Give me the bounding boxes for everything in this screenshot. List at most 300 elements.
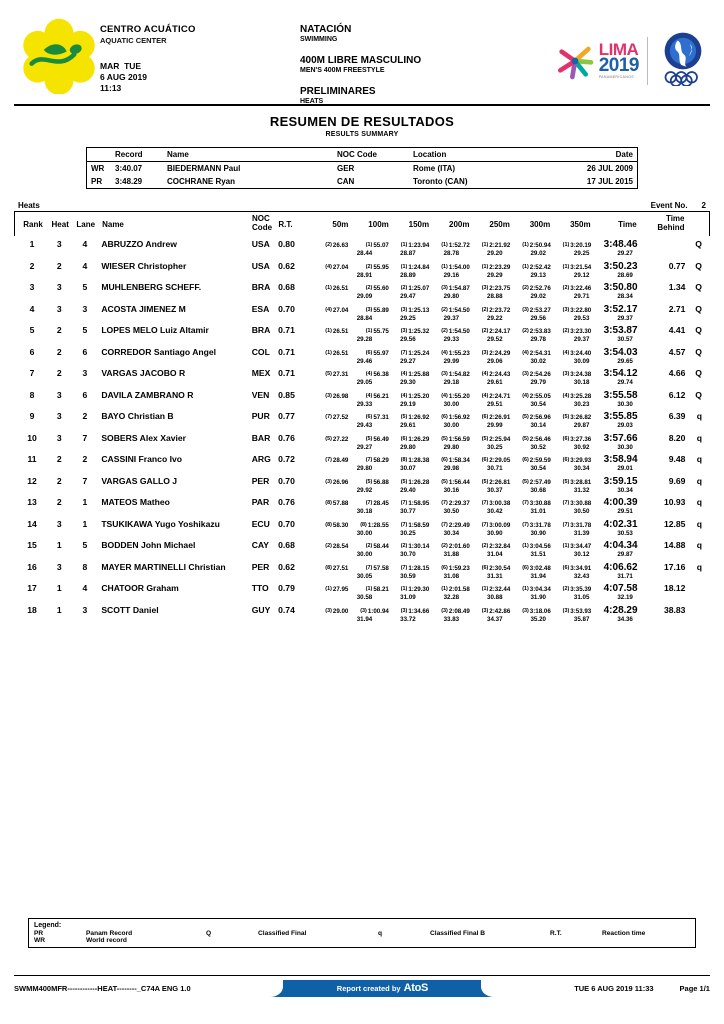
split-position: (1) [522,543,529,549]
athlete-main-line [14,433,710,444]
split-position: (4) [400,371,408,377]
athlete-name: BAYO Christian B [101,411,174,421]
athlete-lap-line [14,444,710,451]
athlete-name: MATEOS Matheo [101,497,170,507]
lap-time: 32.28 [443,594,460,601]
split-cell [551,242,591,249]
athlete-lane: 4 [82,239,88,249]
athlete-name: TSUKIKAWA Yugo Yoshikazu [101,518,220,529]
split-time: 27.52 [332,414,349,421]
lap-time: 29.56 [400,336,416,343]
lap-spacer [268,551,296,558]
athlete-reaction-time: 0.62 [278,260,295,271]
athlete-noc: ARG [251,454,271,464]
split-time: 2:25.94 [489,435,511,443]
split-time: 2:55.05 [529,392,551,400]
results-table-header-box [14,211,710,236]
lap-time: 29.37 [617,314,633,322]
lap-spacer [77,293,104,300]
athlete-main-line [14,368,710,379]
lap-time: 31.88 [443,551,460,558]
table-row [14,540,710,558]
lap-time: 30.42 [487,508,503,515]
split-cell [551,436,591,443]
athlete-time-behind: 9.69 [668,475,686,486]
athlete-main-line [14,239,710,250]
split-time: 3:30.88 [570,500,592,507]
athlete-name: DAVILA ZAMBRANO R [101,389,194,400]
lap-time: 29.37 [573,336,590,343]
lap-time: 29.22 [487,314,503,322]
split-time: 2:42.86 [489,607,511,615]
athlete-noc: ECU [251,518,270,529]
split-position: (7) [481,500,489,506]
split-time: 2:29.05 [489,457,511,464]
split-position: (6) [365,414,373,420]
athlete-noc: BRA [251,282,271,292]
lap-time: 28.69 [617,271,633,279]
lap-spacer [18,315,48,322]
athlete-heat: 2 [56,475,62,486]
lap-time: 29.13 [530,271,546,279]
athlete-name: ABRUZZO Andrew [101,239,177,249]
lap-time: 31.01 [530,508,546,515]
split-cell [551,393,591,400]
table-row [14,562,710,580]
athlete-time-behind: 6.39 [668,411,686,421]
split-position: (1) [365,328,373,334]
split-position: (7) [522,500,529,506]
table-row [14,454,710,472]
athlete-lap-line [14,594,710,601]
split-position: (5) [365,435,373,442]
lap-time: 29.29 [487,271,503,279]
athlete-final-time: 4:02.31 [603,518,638,530]
split-position: (8) [325,521,332,528]
split-time: 3:25.28 [570,392,592,400]
lap-spacer [633,293,684,300]
split-time: 3:28.81 [570,478,592,486]
athlete-time-behind: 14.88 [663,540,686,550]
round-name-en: HEATS [300,98,324,105]
lap-time: 30.57 [617,336,633,343]
table-row [87,175,637,188]
athlete-lane: 3 [82,604,88,615]
lap-spacer [103,293,268,300]
split-cell [348,608,388,615]
athlete-reaction-time: 0.70 [278,475,295,486]
split-position: (6) [365,349,373,356]
lap-spacer [103,250,268,257]
split-position: (1) [562,242,570,248]
split-time: 1:58.34 [448,457,470,464]
lap-spacer [18,293,48,300]
lap-spacer [77,250,104,257]
split-time: 27.31 [332,371,349,378]
athlete-heat: 3 [56,561,62,572]
lap-spacer [268,422,296,429]
athlete-reaction-time: 0.80 [278,239,295,249]
split-cell [510,285,550,292]
lap-spacer [297,551,329,558]
split-cell [389,350,429,357]
athlete-reaction-time: 0.68 [278,282,295,292]
venue-name-es: CENTRO ACUÁTICO [100,24,196,35]
athlete-final-time: 4:28.29 [603,604,638,616]
athlete-heat: 3 [56,411,62,421]
lap-spacer [633,315,684,322]
split-position: (1) [325,285,332,291]
split-cell [389,522,429,529]
athlete-rank: 13 [27,497,37,507]
athlete-main-line [14,540,710,551]
split-position: (3) [360,607,367,614]
lap-spacer [633,616,684,623]
split-position: (5) [481,478,489,485]
split-cell [510,350,550,357]
split-time: 1:26.92 [408,414,430,421]
athlete-name: VARGAS GALLO J [101,475,178,486]
split-cell [470,328,510,335]
athlete-main-line [14,476,710,487]
split-position: (3) [441,607,448,614]
athlete-time-behind: 8.20 [668,432,686,443]
lap-spacer [18,616,48,623]
athlete-lap-line [14,487,710,494]
athlete-qualification-mark: Q [695,389,702,400]
split-time: 1:58.95 [408,500,430,507]
lap-time: 29.27 [400,357,416,365]
athlete-noc: ESA [251,303,270,314]
lap-time: 29.43 [356,422,373,429]
split-cell [551,608,591,615]
legend-key: R.T. [550,930,562,937]
split-time: 1:54.82 [448,371,470,378]
lap-spacer [684,250,706,257]
lap-time: 34.37 [487,615,503,623]
athlete-lap-line [14,379,710,386]
lap-spacer [103,444,268,451]
lap-time: 30.00 [443,400,460,408]
lap-spacer [77,530,104,537]
split-time: 2:52.42 [529,263,551,271]
split-time: 27.95 [332,586,349,593]
lap-spacer [268,401,296,408]
athlete-time-behind: 1.34 [668,282,686,292]
split-time: 3:34.47 [570,543,592,550]
lap-spacer [633,444,684,451]
split-cell [308,393,348,400]
records-table-head [87,148,637,162]
records-col-location: Location [413,150,447,159]
lap-spacer [48,315,76,322]
lap-time: 31.90 [530,594,546,601]
split-cell [389,608,429,615]
split-cell [389,285,429,292]
round-name-es: PRELIMINARES [300,86,376,97]
lap-time: 30.34 [573,465,590,472]
page-footer [14,978,710,998]
split-position: (2) [325,242,332,248]
split-cell [510,371,550,378]
lap-spacer [633,508,684,515]
split-time: 58.29 [373,457,389,464]
lap-time: 30.34 [443,529,460,537]
lap-spacer [297,594,329,601]
split-position: (1) [365,586,373,592]
lap-spacer [297,487,329,494]
legend-key: q [378,930,383,937]
split-position: (3) [400,607,408,614]
record-date: 17 JUL 2015 [586,177,633,186]
records-col-date: Date [615,150,633,159]
lap-spacer [297,250,329,257]
split-cell [429,307,469,314]
athlete-time-behind: 4.41 [668,325,686,335]
lap-time: 29.27 [356,443,373,451]
athlete-heat: 2 [56,346,62,357]
athlete-final-time: 3:57.66 [603,432,638,444]
lap-time: 31.94 [530,572,546,580]
split-cell [470,586,510,593]
split-position: (3) [522,607,529,614]
table-row [14,325,710,343]
split-cell [551,522,591,529]
lap-time: 32.19 [617,594,633,601]
split-time: 2:53.27 [529,306,551,314]
lap-spacer [18,465,48,472]
split-time: 1:30.14 [408,543,430,550]
split-cell [389,565,429,572]
lap-time: 29.80 [443,443,460,451]
athlete-reaction-time: 0.70 [278,518,295,529]
split-time: 1:26.29 [408,435,430,443]
athlete-noc: BAR [251,432,271,443]
split-position: (7) [365,500,373,506]
lap-spacer [48,336,76,343]
legend-entries [34,930,690,944]
lap-time: 29.65 [617,357,633,365]
athlete-rank: 6 [29,346,35,357]
split-position: (2) [365,543,373,549]
split-position: (2) [400,285,408,291]
split-cell [551,457,591,464]
athlete-noc: BRA [251,325,271,335]
athlete-lap-line [14,401,710,408]
athlete-qualification-mark: q [696,432,702,443]
records-table-container [86,147,638,189]
split-time: 26.51 [332,328,349,335]
athlete-final-time: 3:52.17 [603,303,638,315]
split-position: (4) [441,392,448,399]
split-time: 2:54.26 [529,371,551,378]
footer-rule [14,975,710,976]
athlete-heat: 2 [56,325,62,335]
records-header-row [87,148,637,162]
split-time: 55.89 [373,306,389,314]
lap-time: 30.50 [573,508,590,515]
athlete-lap-line [14,336,710,343]
records-table-body [87,162,637,189]
split-cell [470,350,510,357]
athlete-qualification-mark: Q [695,368,702,378]
lap-time: 31.31 [487,572,503,580]
split-time: 1:55.23 [448,349,470,357]
legend-entry [34,937,206,944]
split-position: (4) [441,349,448,356]
lap-spacer [297,315,329,322]
split-cell [348,393,388,400]
lap-time: 29.40 [400,486,416,494]
split-position: (7) [441,500,448,506]
split-time: 3:20.19 [570,242,592,249]
record-time: 3:48.29 [115,177,143,186]
split-time: 2:24.43 [489,371,511,378]
split-time: 2:21.92 [489,242,511,249]
split-position: (1) [400,263,408,270]
lap-spacer [297,358,329,365]
lima-burst-icon [555,41,595,81]
split-position: (5) [325,371,332,377]
split-cell [510,242,550,249]
athlete-name: SOBERS Alex Xavier [101,432,187,443]
split-cell [389,371,429,378]
split-position: (1) [522,586,529,592]
athlete-final-time: 3:54.12 [603,368,638,379]
col-lane: Lane [76,219,96,229]
lap-spacer [297,293,329,300]
split-cell [510,307,550,314]
lap-time: 29.78 [530,336,546,343]
lap-time: 32.43 [573,572,590,580]
split-position: (2) [481,306,489,313]
athlete-time-behind: 18.12 [663,583,686,593]
lap-time: 29.98 [443,465,460,472]
lap-spacer [103,272,268,279]
record-time: 3:40.07 [115,164,143,173]
lap-spacer [268,616,296,623]
split-time: 3:31.78 [529,521,551,529]
table-row [14,282,710,300]
split-time: 1:25.24 [408,349,430,357]
split-position: (3) [441,371,448,377]
athlete-heat: 2 [56,497,62,507]
lap-spacer [297,444,329,451]
split-cell [348,264,388,271]
lap-spacer [297,422,329,429]
split-position: (1) [325,349,332,356]
lap-time: 29.53 [573,314,590,322]
split-position: (1) [522,242,529,248]
split-cell [429,436,469,443]
lap-time: 29.56 [530,314,546,322]
day-en: TUE [124,61,142,71]
split-time: 3:26.82 [570,414,592,421]
table-row [14,583,710,601]
lap-time: 29.71 [573,293,590,300]
lap-spacer [297,465,329,472]
legend-col-1 [34,930,206,944]
split-cell [470,371,510,378]
table-row [14,347,710,365]
athlete-main-line [14,605,710,616]
split-position: (4) [365,371,373,377]
split-time: 3:35.39 [570,586,592,593]
athlete-heat: 1 [56,540,62,550]
split-time: 55.75 [373,328,389,335]
heats-label: Heats [18,201,40,210]
split-cell [308,242,348,249]
split-time: 2:23.72 [489,306,511,314]
lap-time: 31.08 [443,572,460,580]
athlete-qualification-mark: q [696,475,702,486]
lap-time: 29.33 [356,400,373,408]
athlete-lane: 4 [82,260,88,271]
lap-time: 30.23 [573,400,590,408]
lap-time: 28.44 [356,250,373,257]
athlete-heat: 3 [56,282,62,292]
athlete-main-line [14,411,710,422]
lap-time: 29.25 [400,314,416,322]
athlete-rank: 18 [27,604,37,615]
split-time: 2:01.58 [448,586,470,593]
split-position: (3) [400,328,408,334]
athlete-final-time: 4:06.62 [603,561,638,573]
split-position: (6) [481,564,489,571]
lap-spacer [48,250,76,257]
results-rows-container [14,236,710,623]
lap-time: 30.37 [487,486,503,494]
athlete-lane: 3 [82,368,88,378]
table-row [14,476,710,494]
lap-spacer [18,379,48,386]
lap-time: 29.05 [356,379,373,386]
record-noc: CAN [337,177,355,186]
split-position: (3) [481,285,489,291]
athlete-name: LOPES MELO Luiz Altamir [101,325,209,335]
split-time: 2:26.91 [489,414,511,421]
athlete-noc: CAY [251,540,270,550]
lap-time: 35.87 [573,615,590,623]
athlete-heat: 3 [56,518,62,529]
split-time: 3:53.93 [570,607,592,615]
lap-spacer [103,487,268,494]
split-position: (2) [522,328,529,334]
lap-spacer [48,358,76,365]
lap-spacer [684,422,706,429]
split-time: 2:29.49 [448,521,470,529]
athlete-rank: 17 [27,583,37,593]
split-time: 26.51 [332,349,349,357]
split-cell [510,414,550,421]
lap-spacer [684,401,706,408]
table-row [14,261,710,279]
lap-time: 28.88 [487,293,503,300]
lap-time: 29.33 [443,336,460,343]
athlete-rank: 3 [29,282,35,292]
lap-spacer [48,508,76,515]
athlete-main-line [14,325,710,336]
split-position: (4) [365,392,373,399]
split-position: (5) [562,478,570,485]
split-position: (1) [481,586,489,592]
split-time: 56.21 [373,392,389,400]
split-time: 1:59.23 [448,564,470,572]
lap-spacer [684,573,706,580]
legend-value: Classified Final B [430,930,485,937]
legend-value: World record [86,937,127,944]
records-col-name: Name [167,150,189,159]
